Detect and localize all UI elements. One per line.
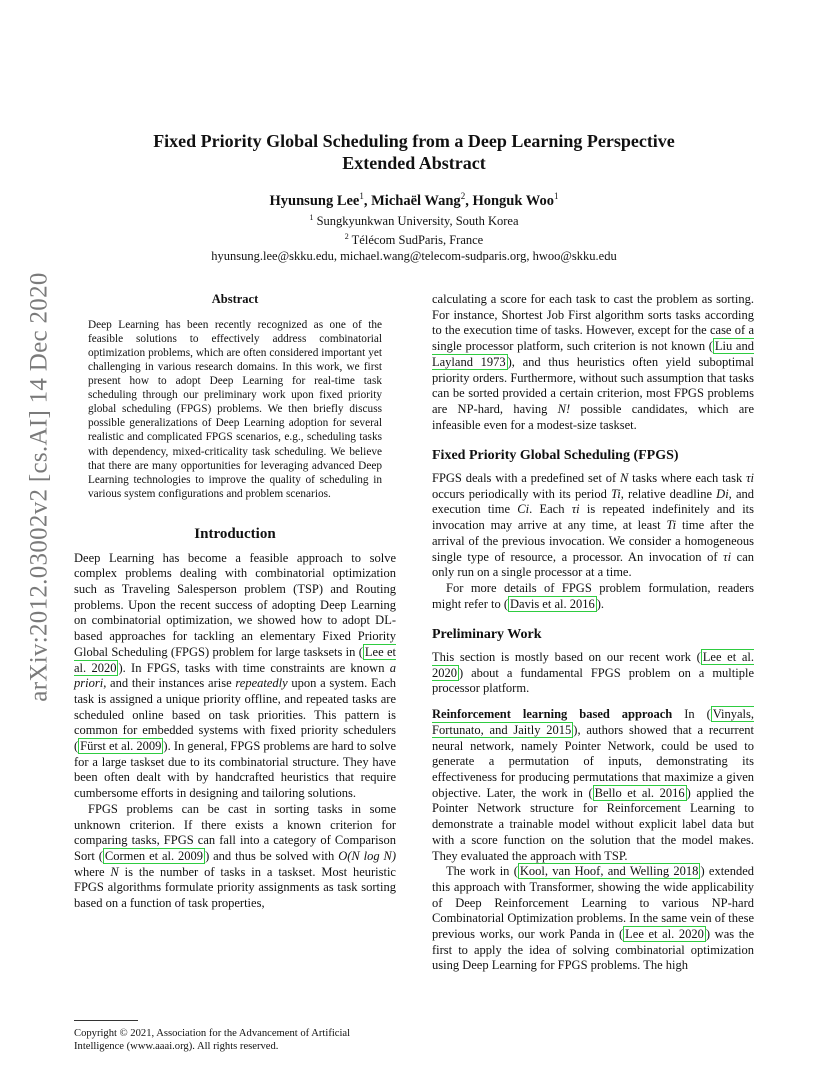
left-column <box>74 292 396 912</box>
author-emails: hyunsung.lee@skku.edu, michael.wang@telecom-sudparis.org, hwoo@skku.edu <box>211 249 617 264</box>
affiliation: $^1$ Sungkyunkwan University, South Korea <box>309 212 519 228</box>
affiliation: $^2$ Télécom SudParis, France <box>344 231 484 248</box>
arxiv-sidebar-stamp <box>20 272 60 702</box>
preliminary-paragraph-3: The work in ( Kool, van Hoof, and Welling 2018 ) extended this approach with Transformer, showing the wide applicability of Deep Reinforcement Learning to various NP-hard Combinatorial Optimization problems. In the same vein of these previous works, our work Panda in ( Lee et al. 2020 ) was the first to apply the idea of solving combinatorial optimization using Deep Learning for FPGS problems. The high <box>432 864 755 973</box>
footnote-rule <box>74 1020 138 1021</box>
paper-header <box>74 130 754 264</box>
author-name: Michaël Wang <box>371 192 461 209</box>
author-name: Hyunsung Lee <box>269 192 360 209</box>
citation-link[interactable]: Davis et al. 2016 <box>510 596 595 611</box>
citation-link[interactable]: Bello et al. 2016 <box>594 785 685 800</box>
section-heading-introduction: Introduction <box>194 525 276 542</box>
math-inline: N <box>110 864 119 879</box>
section-heading-preliminary-work: Preliminary Work <box>432 627 542 643</box>
intro-paragraph-2-continued: calculating a score for each task to cast the problem as sorting. For instance, Shortest Job First algorithm sorts tasks according to the execution time of tasks. However, except for the case of a single processor platform, such criterion is not known ( Liu and Layland 1973 ), and thus heuristics often yield suboptimal priority orders. Furthermore, without such assumption that tasks can be sorted provided a certain criterion, most FPGS problems are NP-hard, having N! possible candidates, which are infeasible even for a modest-size taskset. <box>432 292 754 432</box>
author-affil-sup: 1 <box>359 191 364 201</box>
citation-link[interactable]: Lee et al. 2020 <box>74 644 396 675</box>
right-column <box>432 292 754 974</box>
author-name: Honguk Woo <box>472 192 554 209</box>
abstract-heading: Abstract <box>211 292 259 306</box>
author-affil-sup: 2 <box>460 191 466 201</box>
arxiv-id: arXiv:2012.03002v2 [cs.AI] 14 Dec 2020 <box>26 272 53 702</box>
paragraph-heading: Reinforcement learning based approach <box>432 707 673 722</box>
citation-link[interactable]: Liu and Layland 1973 <box>432 339 754 369</box>
citation-link[interactable]: Fürst et al. 2009 <box>80 739 162 754</box>
paper-title <box>74 130 754 174</box>
section-heading-fpgs: Fixed Priority Global Scheduling (FPGS) <box>432 448 679 464</box>
math-inline: N! <box>557 401 571 416</box>
preliminary-paragraph-1: This section is mostly based on our recent work ( Lee et al. 2020 ) about a fundamental FPGS problem on a multiple processor platform. <box>432 650 754 696</box>
copyright-footnote: Copyright © 2021, Association for the Advancement of Artificial Intelligence (www.aaai.org). All rights reserved. <box>74 1028 351 1052</box>
rl-paragraph: Reinforcement learning based approach In ( Vinyals, Fortunato, and Jaitly 2015 ), authors showed that a recurrent neural network, namely Pointer Network, could be used to generate a permutation of inputs, demonstrating its effectiveness for producing permutations that maximize a given objective. Later, the work in ( Bello et al. 2016 ) applied the Pointer Network structure for Reinforcement Learning to demonstrate a trainable model without explicit label data but with a score function on the solution that the model makes. They evaluated the approach with TSP. <box>432 707 754 863</box>
title-line-1: Fixed Priority Global Scheduling from a Deep Learning Perspective <box>153 131 675 151</box>
citation-link[interactable]: Kool, van Hoof, and Welling 2018 <box>519 864 699 879</box>
intro-paragraph-2: FPGS problems can be cast in sorting tasks in some unknown criterion. If there exists a known criterion for comparing tasks, FPGS can fall into a category of Comparison Sort ( Cormen et al. 2009 ) and thus be solved with O(N log N) where N is the number of tasks in a taskset. Most heuristic FPGS algorithms formulate priority assignments as task sorting based on a function of task properties, <box>74 801 396 911</box>
citation-link[interactable]: Vinyals, Fortunato, and Jaitly 2015 <box>432 707 754 737</box>
author-affil-sup: 1 <box>553 191 559 201</box>
math-inline: O(N log N) <box>338 848 396 863</box>
citation-link[interactable]: Lee et al. 2020 <box>432 650 754 680</box>
fpgs-paragraph-1: FPGS deals with a predefined set of N tasks where each task τi occurs periodically with its period Ti, relative deadline Di, and execution time Ci. Each τi is repeated indefinitely and its invocation may arrive at any time, at least Ti time after the arrival of the previous invocation. We consider a homogeneous single type of resource, a processor. An invocation of τi can only run on a single processor at a time. <box>432 471 755 580</box>
citation-link[interactable]: Cormen et al. 2009 <box>104 848 204 863</box>
title-line-2: Extended Abstract <box>342 153 486 173</box>
intro-paragraph-1: Deep Learning has become a feasible approach to solve complex problems dealing with combinatorial optimization such as Traveling Salesperson problem (TSP) and Routing problems. Upon the recent success of adopting Deep Learning on combinatorial optimization, we showed how to adopt DL-based approaches for tackling an elementary Fixed Priority Global Scheduling (FPGS) problem for large tasksets in ( Lee et al. 2020 ). In FPGS, tasks with time constraints are known a priori, and their instances arise repeatedly upon a system. Each task is assigned a unique priority offline, and repeated tasks are scheduled online based on task priorities. This pattern is common for embedded systems with fixed priority schedulers ( Fürst et al. 2009 ). In general, FPGS problems are hard to solve for a large taskset due to its combinatorial structure. They have been often dealt with by handcrafted heuristics that require cumbersome efforts in designing and tailoring solutions. <box>74 550 397 801</box>
citation-link[interactable]: Lee et al. 2020 <box>625 927 704 942</box>
abstract-text: Deep Learning has been recently recognized as one of the feasible solutions to effectively address combinatorial optimization problems, which are often considered important yet challenging in various research domains. In this work, we first present how to adopt Deep Learning for real-time task scheduling through our preliminary work upon fixed priority global scheduling (FPGS) problems. We then briefly discuss possible generalizations of Deep Learning adoption for several realistic and complicated FPGS scenarios, e.g., scheduling tasks with dependency, mixed-criticality task scheduling. We believe that there are many opportunities for leveraging advanced Deep Learning technologies to improve the quality of scheduling in various system configurations and problem scenarios. <box>88 318 382 500</box>
fpgs-paragraph-2: For more details of FPGS problem formulation, readers might refer to ( Davis et al. 2016 ). <box>432 580 754 611</box>
author-list: Hyunsung Lee$^1$, Michaël Wang$^2$, Honguk Woo$^1$ <box>269 191 559 209</box>
